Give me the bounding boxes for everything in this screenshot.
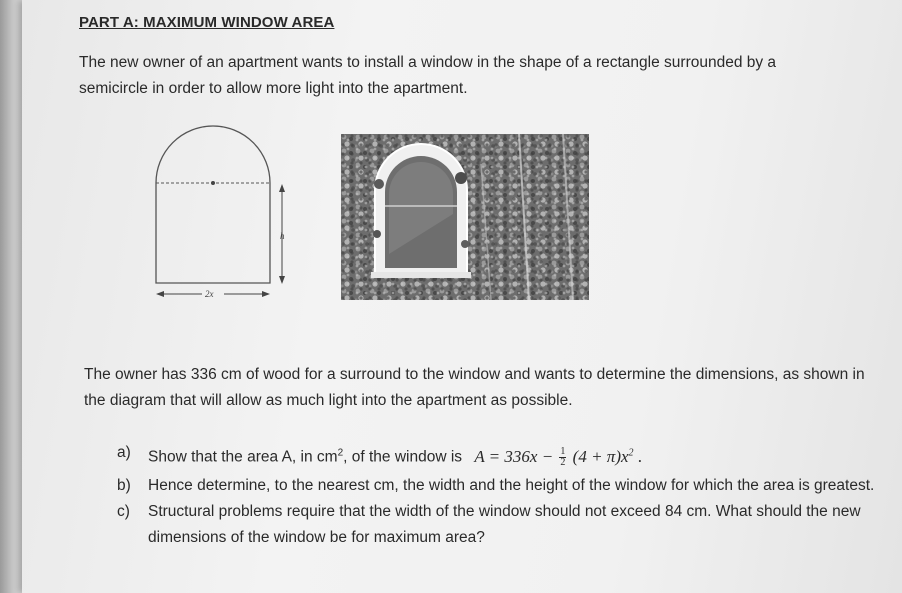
fraction-half: [559, 447, 566, 468]
question-list: [117, 440, 877, 551]
formula-rhs: (4 + π)x: [572, 446, 629, 466]
question-label: b): [117, 476, 131, 494]
width-label: 2x: [205, 289, 214, 299]
window-outline: [156, 126, 270, 283]
height-label: h: [280, 231, 285, 241]
intro-paragraph: The new owner of an apartment wants to install a window in the shape of a rectangle surrounded by a semicircle in order to allow more light into the apartment.: [79, 54, 777, 97]
formula-exponent: 2: [628, 447, 634, 458]
height-arrow-bottom: [279, 276, 285, 284]
question-b: [117, 473, 877, 499]
question-a: [117, 440, 877, 471]
question-c-text: Structural problems require that the width of the window should not exceed 84 cm. What should the new dimensions of the window be for maximum area?: [148, 502, 861, 546]
question-a-text: Show that the area A, in cm: [148, 448, 338, 466]
width-arrowhead-right: [262, 291, 270, 297]
section-title: PART A: MAXIMUM WINDOW AREA: [79, 14, 335, 31]
window-photo: [341, 134, 589, 300]
question-label: c): [117, 502, 130, 520]
height-arrow-top: [279, 184, 285, 192]
page-left-edge: [0, 0, 22, 593]
question-label: a): [117, 444, 131, 461]
problem-paragraph: The owner has 336 cm of wood for a surround to the window and wants to determine the dimensions, as shown in the diagram that will allow as much light into the apartment as possible.: [84, 366, 865, 409]
formula-period: .: [633, 446, 643, 466]
width-arrowhead-left: [156, 291, 164, 297]
question-b-text: Hence determine, to the nearest cm, the width and the height of the window for which the area is greatest.: [148, 476, 875, 494]
question-a-text-end: , of the window is: [343, 448, 463, 466]
area-formula: [474, 446, 643, 469]
window-diagram: [130, 118, 300, 308]
center-point: [211, 181, 215, 185]
unit-superscript: 2: [337, 447, 344, 459]
formula-lhs: A = 336x −: [474, 446, 554, 466]
fraction-numerator: 1: [560, 446, 566, 458]
question-c: [117, 499, 877, 551]
fraction-denominator: 2: [560, 457, 566, 469]
